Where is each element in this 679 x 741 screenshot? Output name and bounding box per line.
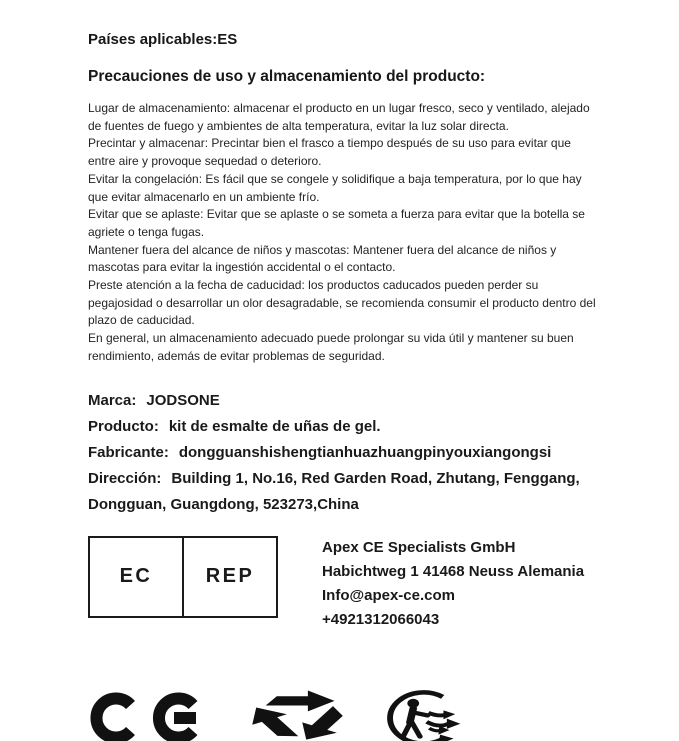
representative-address: Habichtweg 1 41468 Neuss Alemania bbox=[322, 562, 585, 580]
precautions-text bbox=[88, 100, 600, 366]
manufacturer-value: dongguanshishengtianhuazhuangpinyouxiangongsi bbox=[178, 443, 552, 461]
ce-marking-icon bbox=[90, 692, 215, 741]
precaution-item: Precintar y almacenar: Precintar bien el frasco a tiempo después de su uso para evitar que entre aire y provoque sequedad o deterioro. bbox=[88, 136, 571, 169]
product-label: Producto: bbox=[88, 417, 159, 435]
representative-email: Info@apex-ce.com bbox=[322, 586, 455, 604]
product-line bbox=[88, 414, 588, 440]
brand-value: JODSONE bbox=[146, 391, 220, 409]
address-value: Building 1, No.16, Red Garden Road, Zhutang, Fenggang, Dongguan, Guangdong, 523273,China bbox=[88, 469, 580, 513]
address-line bbox=[88, 466, 588, 518]
representative-contact bbox=[322, 536, 584, 632]
precaution-item: Evitar la congelación: Es fácil que se congele y solidifique a baja temperatura, por lo que hay que evitar almacenarlo en un ambiente frío. bbox=[88, 171, 582, 204]
brand-label: Marca: bbox=[88, 391, 137, 409]
compliance-icons bbox=[88, 686, 679, 741]
product-info bbox=[88, 388, 588, 518]
product-value: kit de esmalte de uñas de gel. bbox=[168, 417, 381, 435]
address-label: Dirección: bbox=[88, 469, 162, 487]
precaution-item: Evitar que se aplaste: Evitar que se aplaste o se someta a fuerza para evitar que la botella se agriete o tenga fugas. bbox=[88, 207, 585, 239]
manufacturer-line bbox=[88, 440, 588, 466]
authorized-representative-section bbox=[88, 536, 679, 632]
applicable-countries: Países aplicables:ES bbox=[88, 31, 238, 48]
precaution-item: Preste atención a la fecha de caducidad: los productos caducados pueden perder su pegajosidad o desarrollar un olor desagradable, se recomienda consumir el producto dentro del plazo de caducidad. bbox=[88, 278, 596, 328]
representative-name: Apex CE Specialists GmbH bbox=[322, 538, 516, 556]
ec-cell: EC bbox=[119, 565, 153, 588]
rep-cell: REP bbox=[182, 538, 276, 616]
triman-dispose-icon bbox=[383, 686, 467, 741]
recycle-mobius-loop-icon bbox=[248, 687, 350, 741]
brand-line bbox=[88, 388, 588, 414]
ec-rep-symbol bbox=[88, 536, 278, 618]
representative-phone: +4921312066043 bbox=[322, 610, 440, 628]
precautions-heading: Precauciones de uso y almacenamiento del producto: bbox=[88, 68, 486, 85]
precaution-item: Lugar de almacenamiento: almacenar el producto en un lugar fresco, seco y ventilado, alejado de fuentes de fuego y ambientes de alta temperatura, evitar la luz solar directa. bbox=[88, 101, 590, 133]
precaution-item: En general, un almacenamiento adecuado puede prolongar su vida útil y mantener su buen rendimiento, además de evitar problemas de seguridad. bbox=[88, 331, 574, 363]
manufacturer-label: Fabricante: bbox=[88, 443, 169, 461]
precaution-item: Mantener fuera del alcance de niños y mascotas: Mantener fuera del alcance de niños y mascotas para evitar la ingestión accidental o el contacto. bbox=[88, 242, 557, 275]
